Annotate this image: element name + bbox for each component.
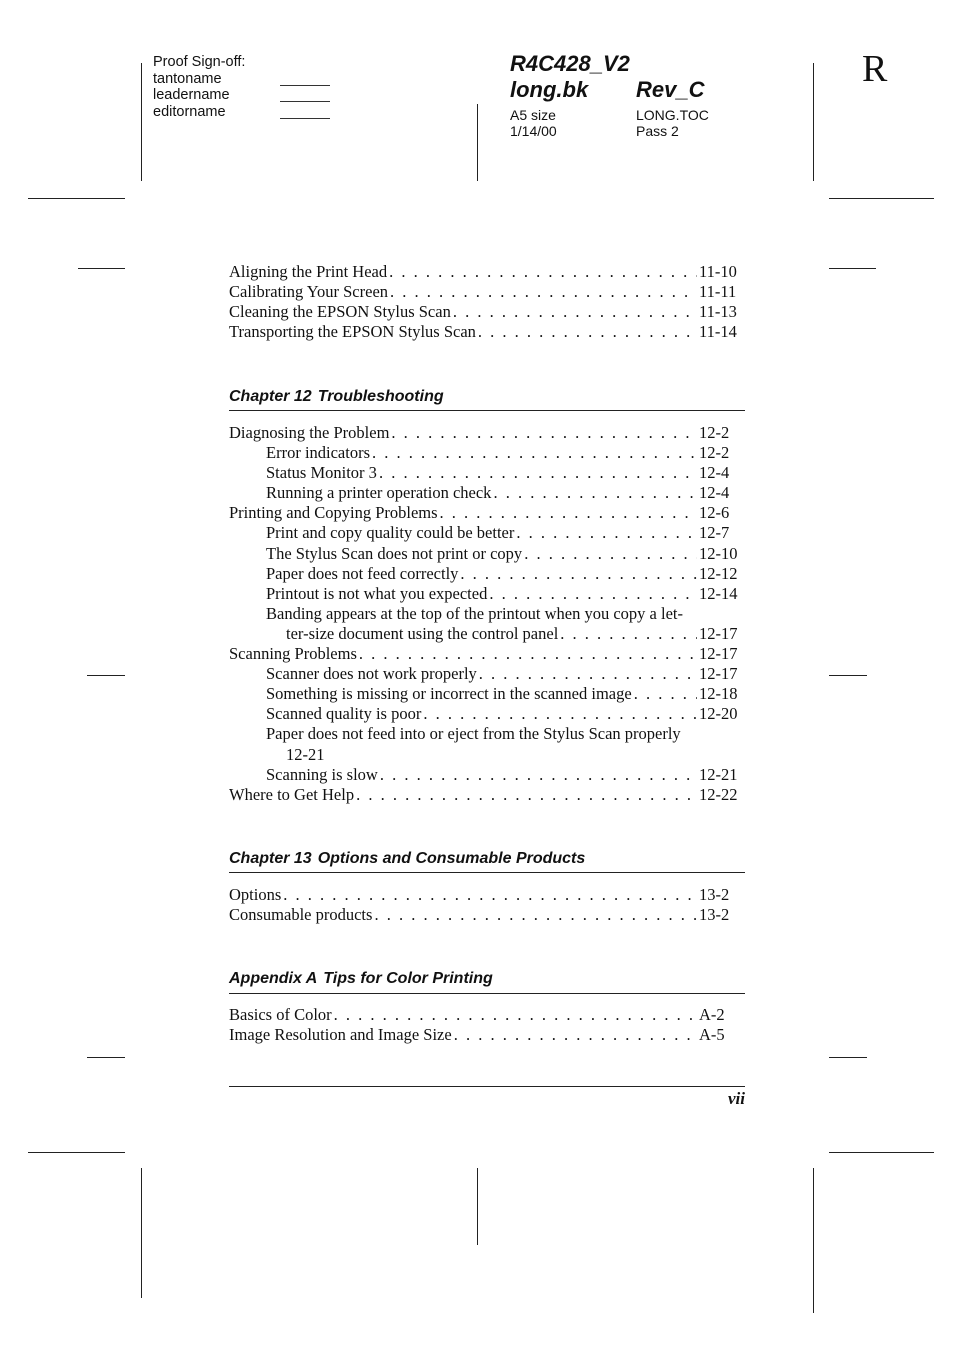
crop-mark — [28, 1152, 125, 1153]
chapter-rule — [229, 410, 745, 411]
signoff-blank-line — [280, 118, 330, 119]
toc-entry-page: 12-21 — [286, 744, 325, 764]
toc-entry-line2 — [229, 624, 739, 644]
leader-dots — [372, 443, 697, 463]
header-rev: Rev_C — [636, 77, 705, 102]
proof-name-editor: editorname — [153, 103, 226, 120]
toc-entry-label: Scanning Problems — [229, 644, 357, 664]
proof-signoff-block — [153, 54, 245, 120]
toc-entry-label: Calibrating Your Screen — [229, 282, 389, 302]
leader-dots — [489, 584, 697, 604]
toc-subentry[interactable] — [229, 463, 739, 483]
toc-subentry[interactable] — [229, 523, 739, 543]
leader-dots — [334, 1005, 697, 1025]
toc-subentry[interactable] — [229, 765, 739, 785]
crop-mark — [141, 1168, 142, 1298]
toc-entry-label: Status Monitor 3 — [266, 463, 377, 483]
toc-entry[interactable] — [229, 503, 739, 523]
leader-dots — [479, 664, 697, 684]
leader-dots — [634, 684, 697, 704]
toc-entry-page: 12-12 — [699, 563, 738, 583]
chapter-heading — [229, 387, 745, 407]
leader-dots — [359, 644, 697, 664]
signoff-blank-line — [280, 85, 330, 86]
leader-dots — [516, 523, 697, 543]
toc-entry-page: 12-4 — [699, 463, 730, 483]
leader-dots — [379, 463, 697, 483]
toc-entry-label-line1: Paper does not feed into or eject from the Stylus Scan properly — [266, 724, 681, 744]
toc-entry-page: 12-10 — [699, 543, 738, 563]
toc-entry-page: 12-2 — [699, 423, 730, 442]
toc-entry-label: Printout is not what you expected — [266, 583, 488, 603]
toc-entry-page: 11-14 — [699, 322, 737, 342]
toc-entry-page: 12-6 — [699, 503, 730, 523]
header-code: R4C428_V2 — [510, 51, 630, 76]
toc-appendixA — [229, 1005, 739, 1045]
toc-entry[interactable] — [229, 1025, 739, 1045]
toc-entry-page: 11-13 — [699, 302, 737, 322]
toc-entry-page: 12-20 — [699, 704, 738, 724]
toc-entry-label: Print and copy quality could be better — [266, 523, 515, 543]
chapter-title: Options and Consumable Products — [317, 850, 586, 867]
toc-entry-label: Something is missing or incorrect in the scanned image — [266, 684, 632, 704]
crop-mark — [829, 675, 867, 676]
crop-mark — [78, 268, 125, 269]
crop-mark — [813, 1168, 814, 1313]
chapter-title: Troubleshooting — [317, 388, 444, 405]
proof-signoff-title: Proof Sign-off: — [153, 54, 246, 70]
crop-mark — [829, 1057, 867, 1058]
toc-entry-label: Basics of Color — [229, 1005, 332, 1024]
toc-chapter12 — [229, 423, 739, 805]
appendix-title: Tips for Color Printing — [323, 970, 493, 987]
toc-entry-label: Diagnosing the Problem — [229, 423, 390, 442]
crop-mark — [28, 198, 125, 199]
toc-entry-page: 11-11 — [699, 282, 737, 302]
toc-entry-page: 12-17 — [699, 623, 738, 643]
leader-dots — [356, 785, 697, 805]
appendix-prefix: Appendix A — [229, 970, 318, 987]
toc-entry-label: Scanning is slow — [266, 764, 378, 784]
crop-mark — [477, 104, 478, 181]
toc-subentry-wrapped[interactable] — [229, 604, 739, 644]
crop-mark — [813, 63, 814, 181]
leader-dots — [374, 905, 697, 925]
footer-rule — [229, 1086, 745, 1087]
leader-dots — [478, 322, 697, 342]
appendix-rule — [229, 993, 745, 994]
leader-dots — [440, 503, 697, 523]
leader-dots — [493, 483, 697, 503]
toc-entry-label: Printing and Copying Problems — [229, 503, 438, 523]
toc-entry-page: 13-2 — [699, 905, 730, 925]
toc-entry[interactable] — [229, 262, 739, 282]
leader-dots — [524, 544, 697, 564]
toc-subentry[interactable] — [229, 443, 739, 463]
toc-entry[interactable] — [229, 302, 739, 322]
leader-dots — [453, 302, 697, 322]
toc-entry-page: 12-2 — [699, 443, 730, 463]
crop-mark — [477, 1168, 478, 1245]
crop-mark — [87, 1057, 125, 1058]
chapter-rule — [229, 872, 745, 873]
toc-entry-label: Scanner does not work properly — [266, 664, 477, 684]
crop-mark — [141, 63, 142, 181]
toc-entry[interactable] — [229, 644, 739, 664]
leader-dots — [454, 1025, 697, 1045]
leader-dots — [391, 423, 697, 443]
toc-entry-label: Options — [229, 885, 282, 904]
toc-entry-page: 13-2 — [699, 885, 730, 904]
toc-entry-label: Image Resolution and Image Size — [229, 1025, 452, 1045]
leader-dots — [380, 765, 697, 785]
toc-entry-label: The Stylus Scan does not print or copy — [266, 543, 523, 563]
signoff-blank-line — [280, 101, 330, 102]
toc-subentry[interactable] — [229, 483, 739, 503]
leader-dots — [283, 885, 697, 905]
toc-entry-page: 12-17 — [699, 664, 738, 684]
proof-name-tanto: tantoname — [153, 70, 222, 87]
toc-entry-page: 12-17 — [699, 644, 738, 664]
chapter-heading — [229, 849, 745, 869]
header-file: LONG.TOC — [636, 107, 709, 123]
toc-entry-label: Consumable products — [229, 905, 373, 925]
toc-entry-page: 12-18 — [699, 684, 738, 704]
chapter-prefix: Chapter 12 — [229, 388, 312, 405]
toc-entry[interactable] — [229, 423, 739, 443]
toc-entry-page: 12-14 — [699, 583, 738, 603]
crop-mark — [829, 268, 876, 269]
toc-subentry[interactable] — [229, 584, 739, 604]
leader-dots — [560, 624, 697, 644]
toc-entry-page: 12-7 — [699, 523, 730, 543]
toc-subentry[interactable] — [229, 684, 739, 704]
toc-entry-label: Where to Get Help — [229, 784, 355, 804]
corner-letter: R — [862, 48, 888, 90]
appendix-heading — [229, 969, 745, 989]
crop-mark — [829, 1152, 934, 1153]
toc-subentry[interactable] — [229, 704, 739, 724]
toc-entry-page: 12-4 — [699, 483, 730, 503]
toc-subentry[interactable] — [229, 664, 739, 684]
toc-entry[interactable] — [229, 785, 739, 805]
toc-chapter13 — [229, 885, 739, 925]
crop-mark — [87, 675, 125, 676]
toc-entry-page: 11-10 — [699, 262, 737, 281]
toc-entry-page: A-5 — [699, 1025, 725, 1045]
toc-entry-label: Error indicators — [266, 443, 371, 463]
toc-subentry-wrapped[interactable] — [229, 724, 739, 764]
crop-mark — [829, 198, 934, 199]
header-book: long.bk — [510, 77, 589, 102]
toc-entry-label: Aligning the Print Head — [229, 262, 388, 281]
toc-subentry[interactable] — [229, 544, 739, 564]
toc-entry-page: A-2 — [699, 1005, 725, 1024]
header-date: 1/14/00 — [510, 123, 557, 139]
toc-entry-page: 12-22 — [699, 784, 738, 804]
leader-dots — [423, 704, 697, 724]
toc-entry-label-line1: Banding appears at the top of the printout when you copy a let- — [266, 603, 683, 623]
page-number: vii — [728, 1089, 745, 1108]
toc-entry-label: Cleaning the EPSON Stylus Scan — [229, 302, 451, 322]
toc-entry[interactable] — [229, 1005, 739, 1025]
toc-entry[interactable] — [229, 282, 739, 302]
toc-entry[interactable] — [229, 885, 739, 905]
toc-entry[interactable] — [229, 322, 739, 342]
chapter-prefix: Chapter 13 — [229, 850, 312, 867]
leader-dots — [390, 282, 697, 302]
toc-subentry[interactable] — [229, 564, 739, 584]
header-size: A5 size — [510, 107, 556, 123]
toc-entry[interactable] — [229, 905, 739, 925]
header-pass: Pass 2 — [636, 123, 679, 139]
toc-entry-page: 12-21 — [699, 764, 738, 784]
toc-entry-label: Paper does not feed correctly — [266, 563, 459, 583]
toc-entry-label: Transporting the EPSON Stylus Scan — [229, 322, 476, 342]
leader-dots — [460, 564, 697, 584]
toc-entry-label: ter-size document using the control panel — [286, 623, 559, 643]
toc-chapter11-continued — [229, 262, 739, 342]
leader-dots — [389, 262, 697, 282]
proof-name-leader: leadername — [153, 87, 230, 103]
toc-entry-label: Scanned quality is poor — [266, 704, 422, 724]
toc-entry-label: Running a printer operation check — [266, 483, 492, 503]
